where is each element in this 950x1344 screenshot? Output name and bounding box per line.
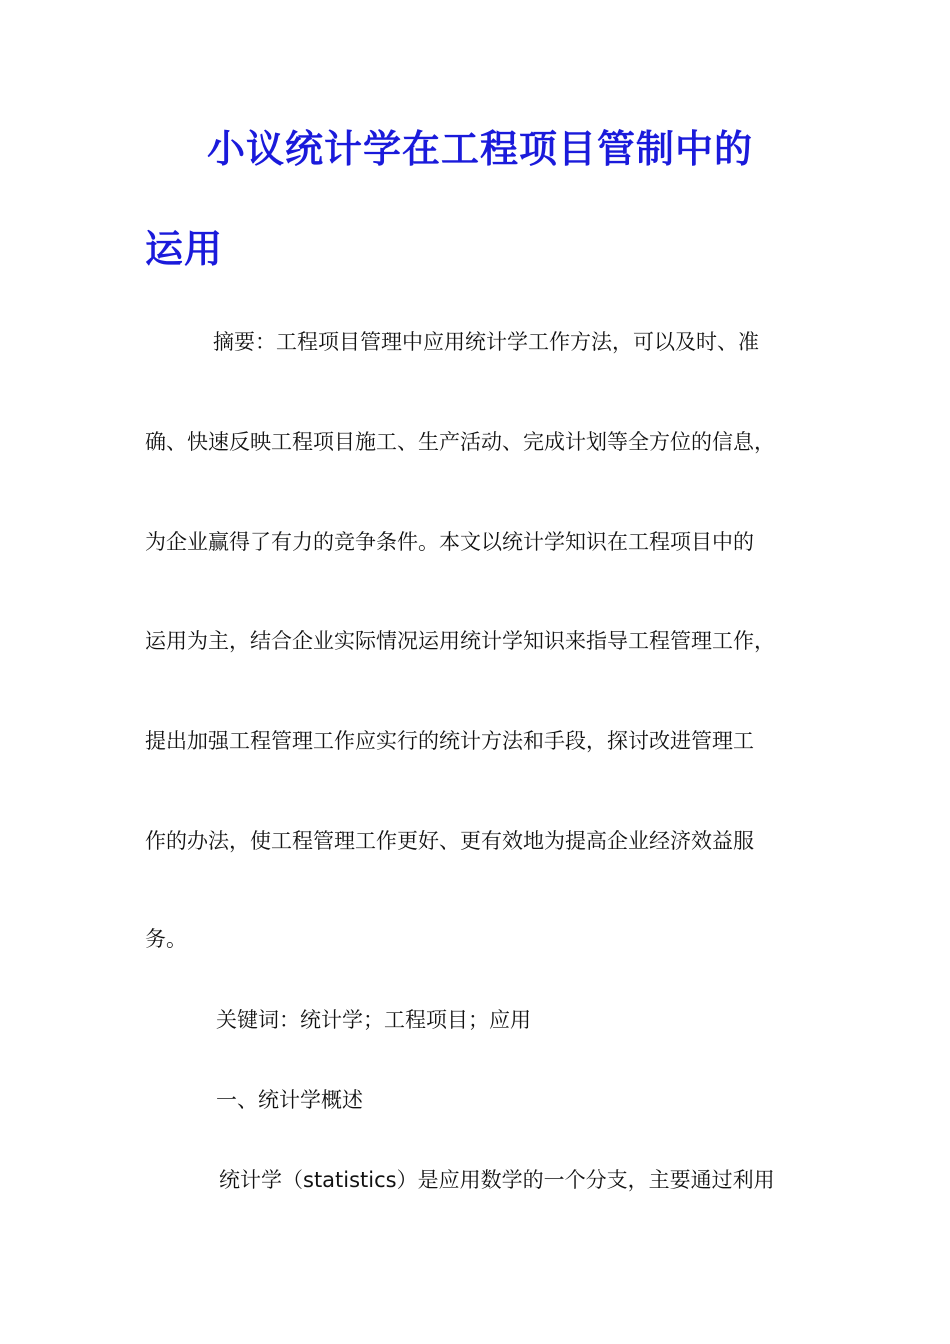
document-title-line-1: 小议统计学在工程项目管制中的 <box>207 127 754 171</box>
abstract-line-2: 确、快速反映工程项目施工、生产活动、完成计划等全方位的信息， <box>145 430 775 454</box>
section-heading: 一、统计学概述 <box>216 1088 363 1112</box>
section-paragraph-line: 统计学（statistics）是应用数学的一个分支，主要通过利用 <box>219 1168 775 1192</box>
abstract-line-3: 为企业赢得了有力的竞争条件。本文以统计学知识在工程项目中的 <box>145 530 754 554</box>
abstract-line-4: 运用为主，结合企业实际情况运用统计学知识来指导工程管理工作， <box>145 629 775 653</box>
abstract-line-7: 务。 <box>145 927 187 951</box>
abstract-line-6: 作的办法，使工程管理工作更好、更有效地为提高企业经济效益服 <box>145 829 754 853</box>
abstract-line-5: 提出加强工程管理工作应实行的统计方法和手段，探讨改进管理工 <box>145 729 754 753</box>
abstract-line-1: 摘要：工程项目管理中应用统计学工作方法，可以及时、准 <box>213 330 759 354</box>
document-title-line-2: 运用 <box>145 227 224 271</box>
keywords-line: 关键词：统计学；工程项目；应用 <box>216 1008 531 1032</box>
